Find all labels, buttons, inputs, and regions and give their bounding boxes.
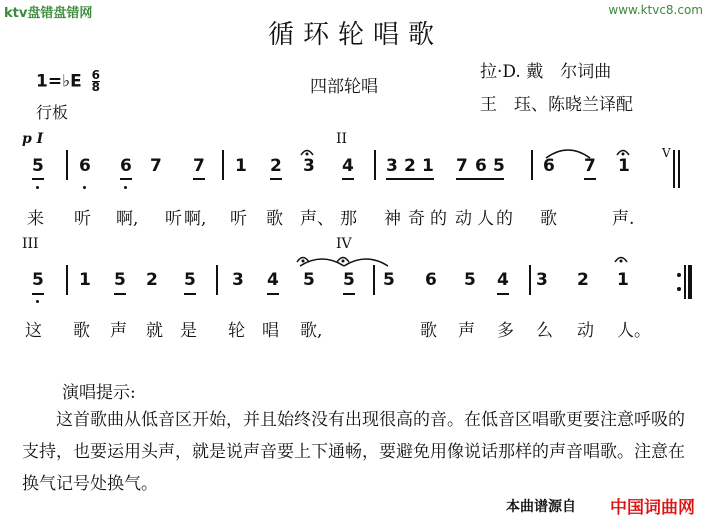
tempo-marking: 行板 — [36, 103, 69, 122]
tips-label: 演唱提示: — [62, 383, 136, 403]
time-top: 6 — [91, 68, 100, 82]
note: 3 — [232, 270, 244, 290]
note: 7 — [150, 156, 162, 176]
note: 7 — [456, 156, 468, 176]
fermata-dot — [342, 260, 345, 263]
note: 2 — [577, 270, 589, 290]
slur-mark — [546, 150, 590, 158]
tie-mark — [344, 259, 388, 266]
section-marker-3: III — [22, 236, 39, 252]
lyric: 歌 — [266, 209, 283, 229]
lyric: 声. — [612, 209, 635, 229]
lyric: 声、 — [300, 209, 334, 229]
lyric: 么 — [536, 321, 553, 341]
dynamic-marking: p I — [22, 131, 44, 147]
note: 2 — [146, 270, 158, 290]
note: 6 — [543, 156, 555, 176]
note: 1 — [235, 156, 247, 176]
note: 7 — [584, 156, 596, 176]
lyric: 来 — [27, 209, 44, 229]
note: 5 — [493, 156, 505, 176]
lyric: 动 — [455, 209, 472, 229]
credit-lyrics-music: 拉·D. 戴 尔词曲 — [480, 62, 612, 82]
lyric: 听 — [165, 209, 182, 229]
lyric: 这 — [25, 321, 42, 341]
tips-paragraph: 这首歌曲从低音区开始，并且始终没有出现很高的音。在低音区唱歌更要注意呼吸的支持，也要运用头声，就是说声音要上下通畅，要避免用像说话那样的声音唱歌。注意在换气记号处换气。 — [22, 410, 685, 494]
note: 5 — [32, 156, 44, 176]
section-marker-2: II — [336, 131, 348, 147]
watermark-right: www.ktvc8.com — [608, 3, 703, 17]
note: 3 — [386, 156, 398, 176]
fermata-dot — [302, 260, 305, 263]
note: 7 — [193, 156, 205, 176]
lyric: 歌 — [73, 321, 90, 341]
lyric: 歌, — [300, 321, 323, 341]
song-title: 循环轮唱歌 — [267, 20, 443, 50]
section-marker-4: IV — [336, 236, 352, 252]
lyric: 声 — [458, 321, 475, 341]
note: 1 — [422, 156, 434, 176]
note: 5 — [32, 270, 44, 290]
lyric: 唱 — [262, 321, 279, 341]
lyric: 人。 — [617, 321, 651, 341]
lyric: 人 — [477, 209, 494, 229]
lyric: 声 — [110, 321, 127, 341]
note: 6 — [425, 270, 437, 290]
lyric: 的 — [430, 209, 447, 229]
repeat-dot — [677, 273, 681, 277]
lyric: 那 — [340, 209, 357, 229]
lyric: 歌 — [420, 321, 437, 341]
lyric: 啊, — [184, 209, 207, 229]
source-label: 本曲谱源自 — [506, 499, 576, 515]
fermata-dot — [622, 153, 625, 156]
lyric: 奇 — [408, 209, 425, 229]
fermata-dot — [620, 260, 623, 263]
subtitle: 四部轮唱 — [310, 77, 378, 97]
credit-translation: 王 珏、陈晓兰译配 — [480, 95, 633, 115]
note: 1 — [618, 156, 630, 176]
note: 5 — [184, 270, 196, 290]
note: 5 — [464, 270, 476, 290]
time-bottom: 8 — [91, 80, 100, 94]
note: 1 — [617, 270, 629, 290]
note: 3 — [303, 156, 315, 176]
note: 2 — [270, 156, 282, 176]
note: 6 — [79, 156, 91, 176]
lyric: 动 — [577, 321, 594, 341]
note: 5 — [303, 270, 315, 290]
note: 2 — [404, 156, 416, 176]
lyric: 就 — [146, 321, 163, 341]
lyric: 的 — [496, 209, 513, 229]
breath-mark: V — [662, 146, 671, 160]
note: 6 — [120, 156, 132, 176]
note: 3 — [536, 270, 548, 290]
fermata-dot — [306, 153, 309, 156]
note: 4 — [267, 270, 279, 290]
lyric: 神 — [384, 209, 401, 229]
note: 5 — [343, 270, 355, 290]
lyric: 听 — [230, 209, 247, 229]
lyric: 多 — [497, 321, 514, 341]
lyric: 歌 — [540, 209, 557, 229]
tips-text — [22, 404, 698, 500]
key-label: 1=♭E — [36, 71, 82, 92]
watermark-left: ktv盘错盘错网 — [4, 6, 93, 21]
note: 5 — [114, 270, 126, 290]
note: 6 — [475, 156, 487, 176]
lyric: 啊, — [116, 209, 139, 229]
note: 4 — [497, 270, 509, 290]
source-site: 中国词曲网 — [610, 498, 695, 518]
repeat-dot — [677, 287, 681, 291]
lyric: 轮 — [228, 321, 245, 341]
lyric: 是 — [180, 321, 197, 341]
lyric: 听 — [74, 209, 91, 229]
note: 4 — [342, 156, 354, 176]
note: 1 — [79, 270, 91, 290]
note: 5 — [383, 270, 395, 290]
